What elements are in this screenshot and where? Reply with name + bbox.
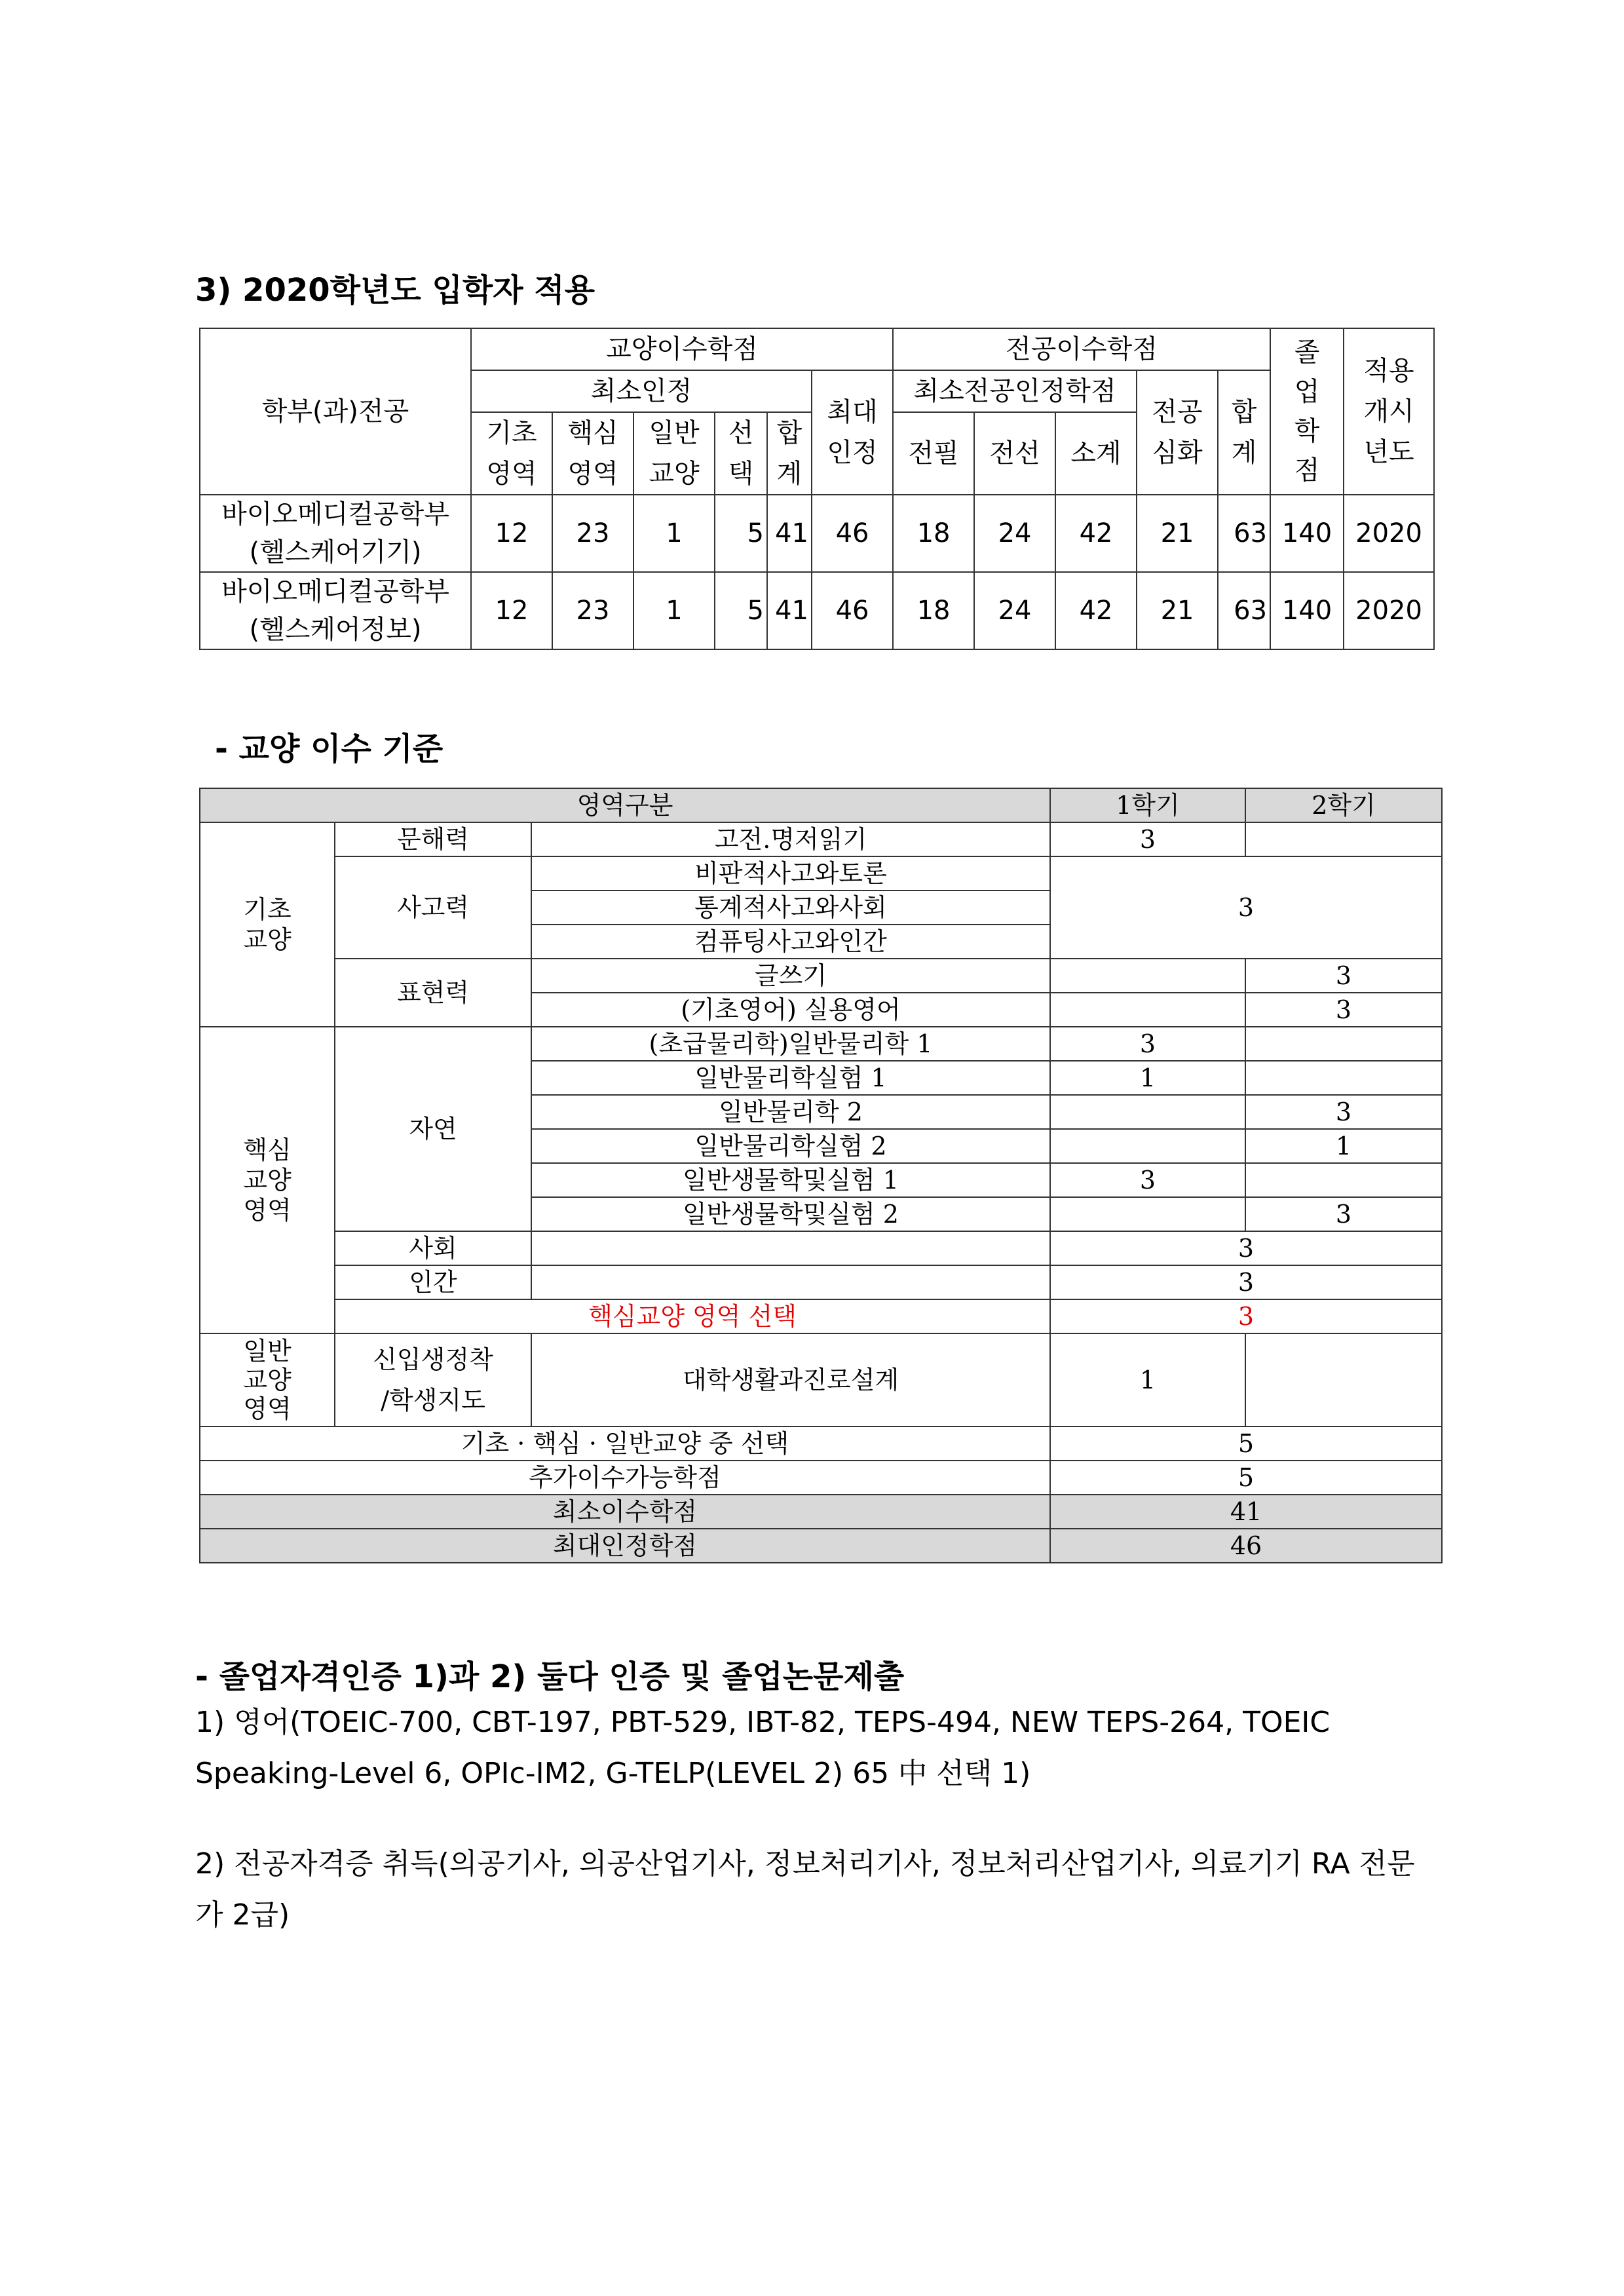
cell-core: 23: [552, 572, 633, 649]
credit-s2: 3: [1245, 993, 1442, 1027]
cell-elective: 5: [715, 495, 767, 572]
cell-deep: 21: [1137, 495, 1218, 572]
course-writing: 글쓰기: [531, 959, 1050, 993]
area-human: 인간: [335, 1265, 531, 1299]
header-min-major: 최소전공인정학점: [893, 370, 1137, 412]
credit-s2: [1245, 1163, 1442, 1197]
cell-req: 18: [893, 572, 974, 649]
header-dept: 학부(과)전공: [200, 328, 471, 495]
course: 일반물리학실험 1: [531, 1061, 1050, 1095]
header-sel: 전선: [974, 412, 1055, 495]
cell-sel: 24: [974, 572, 1055, 649]
credit-table: [199, 328, 1435, 650]
cell-grad: 140: [1270, 572, 1344, 649]
course-classics: 고전.명저읽기: [531, 822, 1050, 856]
credit-s1: 3: [1050, 1163, 1245, 1197]
group-general: 일반 교양 영역: [200, 1333, 335, 1426]
cell-general: 1: [633, 495, 715, 572]
cell-grad: 140: [1270, 495, 1344, 572]
credit-s1: 3: [1050, 1027, 1245, 1061]
max-total-credit: 46: [1050, 1529, 1442, 1563]
credit-s1: 3: [1050, 822, 1245, 856]
liberal-title: - 교양 이수 기준: [215, 731, 444, 767]
cell-basic: 12: [471, 572, 552, 649]
header-subtotal: 소계: [1055, 412, 1137, 495]
cell-sum: 41: [767, 495, 812, 572]
credit-s1: [1050, 1095, 1245, 1129]
header-major-deep: 전공 심화: [1137, 370, 1218, 495]
course: 통계적사고와사회: [531, 890, 1050, 925]
area-literacy: 문해력: [335, 822, 531, 856]
course: 컴퓨팅사고와인간: [531, 925, 1050, 959]
header-gen-total: 교양이수학점: [471, 328, 893, 370]
cell-subtotal: 42: [1055, 572, 1137, 649]
header-major-total: 전공이수학점: [893, 328, 1270, 370]
cell-sel: 24: [974, 495, 1055, 572]
header-apply-year: 적용 개시 년도: [1344, 328, 1434, 495]
area-society: 사회: [335, 1231, 531, 1265]
credit-s2: [1245, 1027, 1442, 1061]
cell-deep: 21: [1137, 572, 1218, 649]
header-min-recog: 최소인정: [471, 370, 812, 412]
course: (초급물리학)일반물리학 1: [531, 1027, 1050, 1061]
cell-max: 46: [812, 572, 893, 649]
cell-general: 1: [633, 572, 715, 649]
header-major-sum: 합 계: [1218, 370, 1270, 495]
cell-subtotal: 42: [1055, 495, 1137, 572]
course: 일반물리학 2: [531, 1095, 1050, 1129]
table-row: [200, 572, 1434, 649]
dept-name: 바이오메디컬공학부: [221, 577, 449, 607]
header-elective: 선 택: [715, 412, 767, 495]
credit-s1: [1050, 1129, 1245, 1163]
choose-label: 기초 · 핵심 · 일반교양 중 선택: [200, 1426, 1050, 1461]
area-freshman: 신입생정착 /학생지도: [335, 1333, 531, 1426]
group-basic: 기초 교양: [200, 822, 335, 1027]
graduation-title: - 졸업자격인증 1)과 2) 둘다 인증 및 졸업논문제출: [195, 1658, 905, 1695]
area-thinking: 사고력: [335, 856, 531, 959]
extra-credit: 5: [1050, 1461, 1442, 1495]
choose-credit: 5: [1050, 1426, 1442, 1461]
credit-s2: 3: [1245, 1095, 1442, 1129]
min-total-label: 최소이수학점: [200, 1495, 1050, 1529]
cell-basic: 12: [471, 495, 552, 572]
header-gen-sum: 합 계: [767, 412, 812, 495]
cell-year: 2020: [1344, 495, 1434, 572]
extra-label: 추가이수가능학점: [200, 1461, 1050, 1495]
course: 비판적사고와토론: [531, 856, 1050, 890]
course: 일반생물학및실험 1: [531, 1163, 1050, 1197]
area-nature: 자연: [335, 1027, 531, 1231]
section-title: 3) 2020학년도 입학자 적용: [195, 272, 595, 309]
min-total-credit: 41: [1050, 1495, 1442, 1529]
credit-s1: [1050, 1197, 1245, 1231]
header-general: 일반 교양: [633, 412, 715, 495]
cell-msum: 63: [1218, 572, 1270, 649]
header-core: 핵심 영역: [552, 412, 633, 495]
credit-s2: 3: [1245, 959, 1442, 993]
credit-s2: 1: [1245, 1129, 1442, 1163]
header-area: 영역구분: [200, 788, 1050, 822]
cell-req: 18: [893, 495, 974, 572]
course-english: (기초영어) 실용영어: [531, 993, 1050, 1027]
credit-s1: 1: [1050, 1333, 1245, 1426]
table-row: [200, 495, 1434, 572]
header-sem2: 2학기: [1245, 788, 1442, 822]
credit-merged: 3: [1050, 1265, 1442, 1299]
dept-track: (헬스케어정보): [249, 615, 422, 645]
credit-s2: [1245, 1061, 1442, 1095]
credit-merged: 3: [1050, 1231, 1442, 1265]
course: 일반물리학실험 2: [531, 1129, 1050, 1163]
credit-s2: 3: [1245, 1197, 1442, 1231]
liberal-table: [199, 788, 1443, 1563]
header-req: 전필: [893, 412, 974, 495]
credit-merged: 3: [1050, 856, 1442, 959]
cell-sum: 41: [767, 572, 812, 649]
max-total-label: 최대인정학점: [200, 1529, 1050, 1563]
dept-name: 바이오메디컬공학부: [221, 499, 449, 529]
graduation-item-2: 2) 전공자격증 취득(의공기사, 의공산업기사, 정보처리기사, 정보처리산업기사, 의료기기 RA 전문가 2급): [195, 1847, 1415, 1932]
credit-s1: 1: [1050, 1061, 1245, 1095]
core-select: 핵심교양 영역 선택: [335, 1299, 1050, 1333]
core-select-credit: 3: [1050, 1299, 1442, 1333]
course-life-design: 대학생활과진로설계: [531, 1333, 1050, 1426]
header-basic: 기초 영역: [471, 412, 552, 495]
cell-msum: 63: [1218, 495, 1270, 572]
cell-max: 46: [812, 495, 893, 572]
cell-year: 2020: [1344, 572, 1434, 649]
dept-track: (헬스케어기기): [249, 537, 422, 567]
course: 일반생물학및실험 2: [531, 1197, 1050, 1231]
cell-core: 23: [552, 495, 633, 572]
area-expression: 표현력: [335, 959, 531, 1027]
group-core: 핵심 교양 영역: [200, 1027, 335, 1333]
header-max-recog: 최대 인정: [812, 370, 893, 495]
header-sem1: 1학기: [1050, 788, 1245, 822]
header-grad: 졸 업 학 점: [1270, 328, 1344, 495]
graduation-item-1: 1) 영어(TOEIC-700, CBT-197, PBT-529, IBT-82, TEPS-494, NEW TEPS-264, TOEIC Speaking-Level 6, OPIc-IM2, G-TELP(LEVEL 2) 65 中 선택 1): [195, 1706, 1331, 1790]
cell-elective: 5: [715, 572, 767, 649]
